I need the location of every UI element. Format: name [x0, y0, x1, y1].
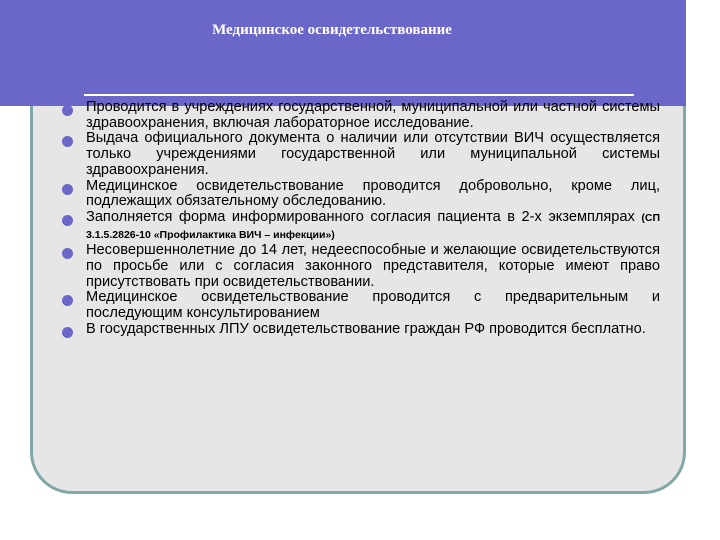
list-item: [62, 210, 660, 243]
bullet-icon: [62, 295, 73, 306]
list-item-text: Медицинское освидетельствование проводится с предварительным и последующим консультированием: [86, 289, 660, 322]
bullet-icon: [62, 248, 73, 259]
list-item-text: Проводится в учреждениях государственной, муниципальной или частной системы здравоохранения, включая лабораторное исследование.: [86, 99, 660, 131]
list-item-text: Заполняется форма информированного согласия пациента в 2-х экземплярах: [86, 208, 635, 225]
bullet-icon: [62, 327, 73, 338]
list-item: [62, 179, 660, 210]
title-underline: [84, 94, 634, 96]
list-item-text: Выдача официального документа о наличии или отсутствии ВИЧ осуществляется только учреждениями государственной или муниципальной системы здравоохранения.: [86, 130, 660, 178]
list-item-text: Медицинское освидетельствование проводится добровольно, кроме лиц, подлежащих обязательному обследованию.: [86, 177, 660, 210]
slide-title: Медицинское освидетельствование: [212, 22, 452, 38]
title-banner: [0, 0, 720, 106]
regulation-reference: (СП 3.1.5.2826-10 «Профилактика ВИЧ – инфекции»): [86, 211, 660, 241]
list-item: [62, 290, 660, 321]
list-item-text: В государственных ЛПУ освидетельствование граждан РФ проводится бесплатно.: [86, 320, 646, 337]
banner-notch: [686, 0, 720, 106]
bullet-icon: [62, 215, 73, 226]
list-item-text: Несовершеннолетние до 14 лет, недееспособные и желающие освидетельствуются по просьбе или с согласия законного представителя, которые имеют право присутствовать при освидетельствовании.: [86, 242, 660, 290]
bullet-icon: [62, 136, 73, 147]
bullet-icon: [62, 184, 73, 195]
bullet-list: [62, 100, 660, 338]
list-item: [62, 243, 660, 290]
list-item: [62, 131, 660, 178]
list-item: [62, 100, 660, 131]
bullet-icon: [62, 105, 73, 116]
list-item: [62, 322, 660, 338]
